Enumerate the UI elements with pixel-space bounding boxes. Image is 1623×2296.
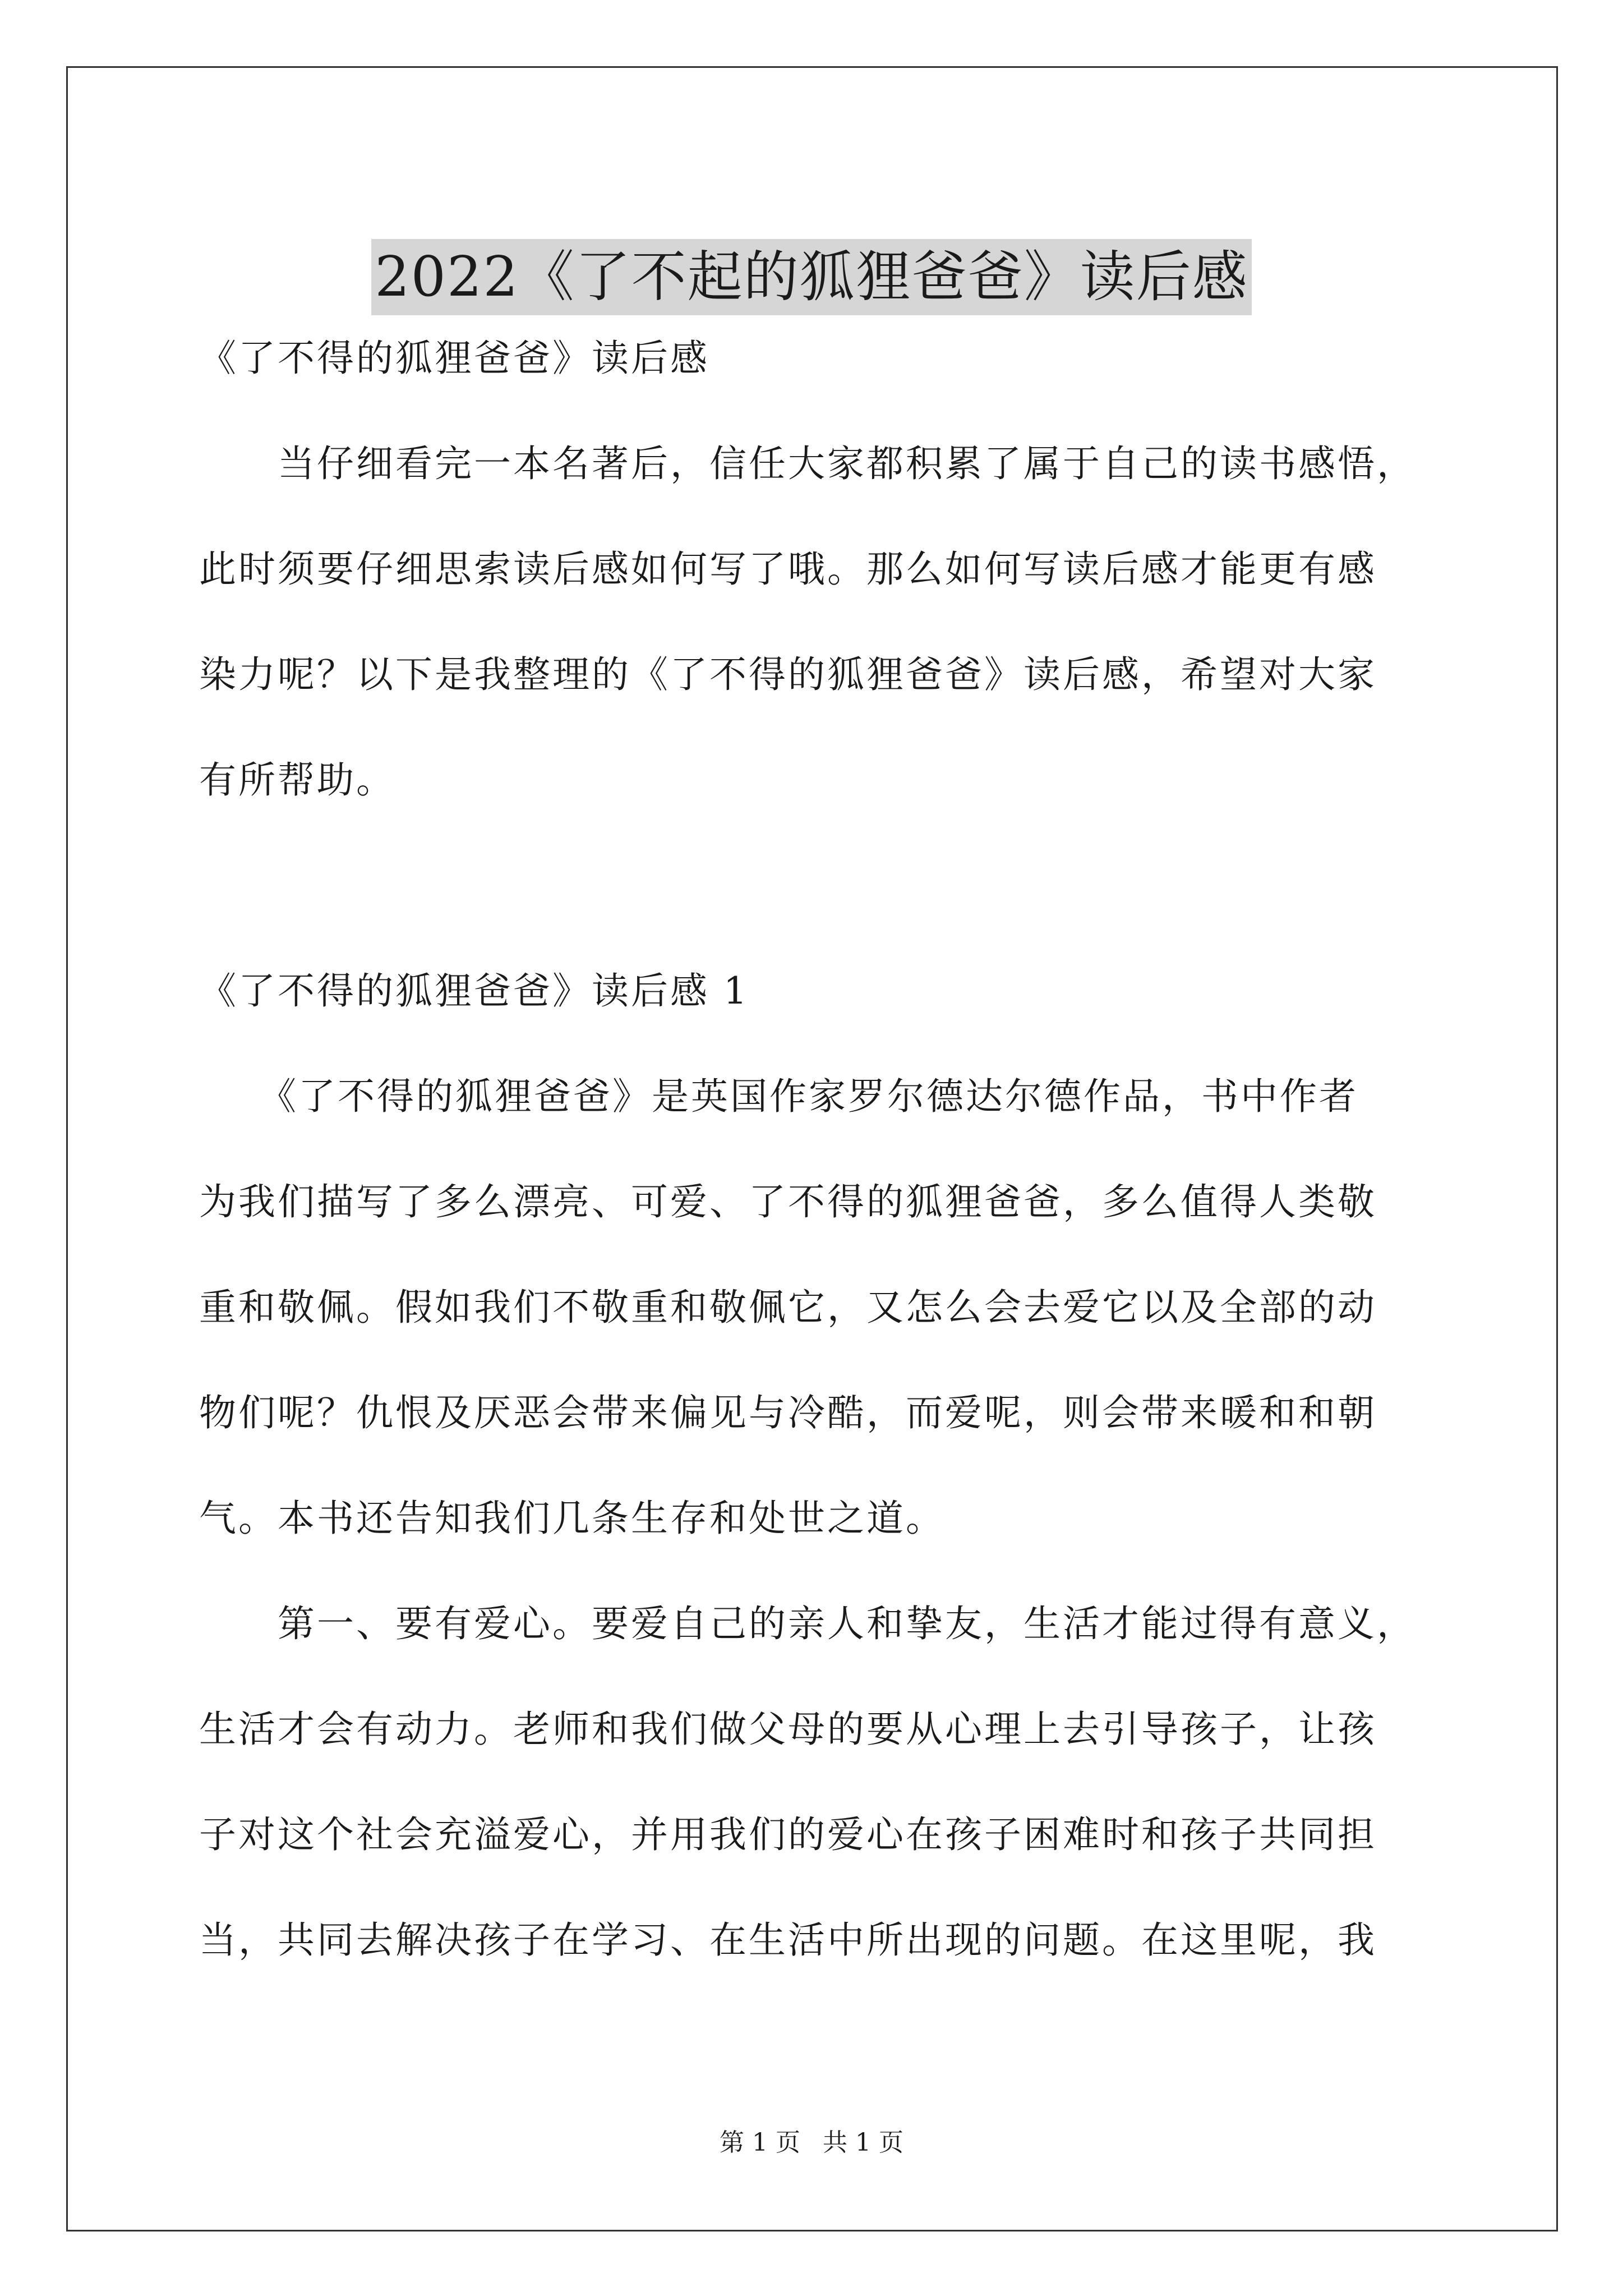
paragraph-line: 当，共同去解决孩子在学习、在生活中所出现的问题。在这里呢，我 (199, 1918, 1377, 1962)
paragraph-line: 当仔细看完一本名著后，信任大家都积累了属于自己的读书感悟， (199, 442, 1416, 485)
paragraph-line: 为我们描写了多么漂亮、可爱、了不得的狐狸爸爸，多么值得人类敬 (199, 1180, 1377, 1223)
paragraph-line: 此时须要仔细思索读后感如何写了哦。那么如何写读后感才能更有感 (199, 547, 1377, 591)
section-heading: 《了不得的狐狸爸爸》读后感 1 (199, 969, 749, 1013)
paragraph-line: 有所帮助。 (199, 758, 395, 802)
page-footer (0, 2126, 1623, 2160)
paragraph-line: 第一、要有爱心。要爱自己的亲人和挚友，生活才能过得有意义， (199, 1602, 1416, 1645)
paragraph-line: 《了不得的狐狸爸爸》是英国作家罗尔德达尔德作品，书中作者 (199, 1075, 1358, 1118)
document-body (199, 306, 1433, 1993)
document-title: 2022《了不起的狐狸爸爸》读后感 (371, 239, 1251, 315)
paragraph-line: 子对这个社会充溢爱心，并用我们的爱心在孩子困难时和孩子共同担 (199, 1813, 1377, 1856)
paragraph-line: 重和敬佩。假如我们不敬重和敬佩它，又怎么会去爱它以及全部的动 (199, 1286, 1377, 1329)
paragraph-gap (199, 833, 1433, 938)
page-number: 第 1 页 (720, 2128, 800, 2157)
paragraph-line: 染力呢？以下是我整理的《了不得的狐狸爸爸》读后感，希望对大家 (199, 653, 1377, 696)
paragraph-line: 生活才会有动力。老师和我们做父母的要从心理上去引导孩子，让孩 (199, 1708, 1377, 1751)
paragraph-line: 物们呢？仇恨及厌恶会带来偏见与冷酷，而爱呢，则会带来暖和和朝 (199, 1391, 1377, 1434)
section-heading: 《了不得的狐狸爸爸》读后感 (199, 337, 709, 380)
page-total: 共 1 页 (823, 2128, 903, 2157)
paragraph-line: 气。本书还告知我们几条生存和处世之道。 (199, 1497, 945, 1540)
